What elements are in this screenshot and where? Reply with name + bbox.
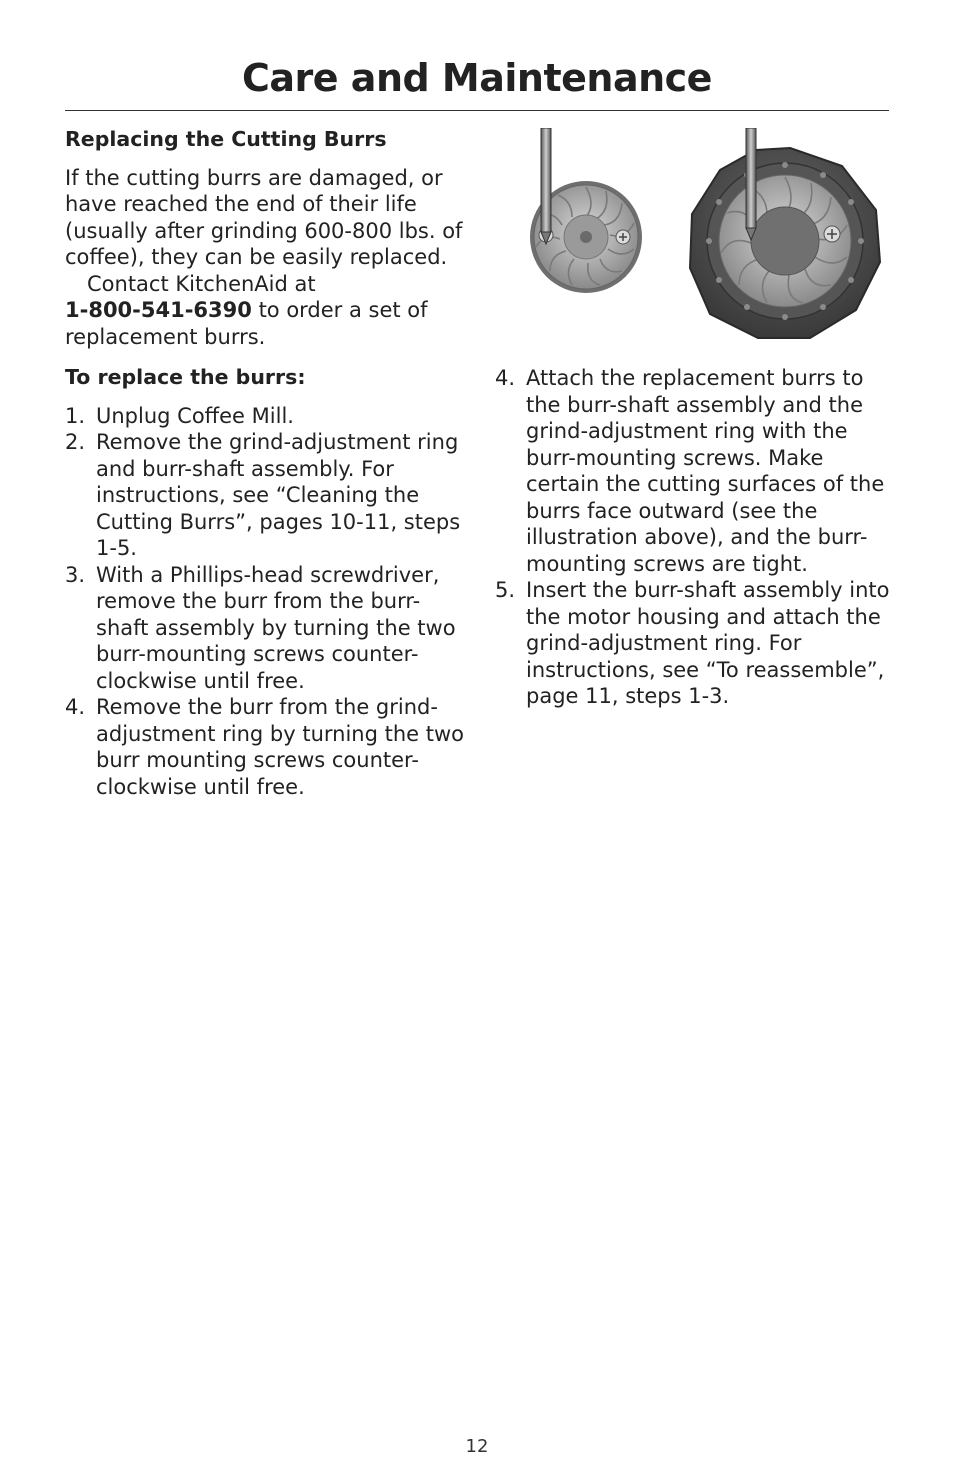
step-text: Remove the grind-adjustment ring and burr-shaft assembly. For instructions, see “Cleaning the Cutting Burrs”, pages 10-11, steps 1-5.	[96, 430, 461, 560]
contact-paragraph	[65, 271, 465, 351]
step-text: Insert the burr-shaft assembly into the motor housing and attach the grind-adjustment ring. For instructions, see “To reassemble”, page 11, steps 1-3.	[526, 578, 890, 708]
intro-paragraph: If the cutting burrs are damaged, or have reached the end of their life (usually after grinding 600-800 lbs. of coffee), they can be easily replaced.	[65, 165, 463, 269]
contact-suffix: to order a set of replacement burrs.	[65, 298, 428, 349]
grind-adjustment-ring-icon	[690, 148, 880, 338]
procedure-heading: To replace the burrs:	[65, 365, 306, 389]
left-column	[65, 126, 465, 800]
list-item	[65, 429, 465, 562]
step-text: With a Phillips-head screwdriver, remove the burr from the burr-shaft assembly by turning the two burr-mounting screws counter-clockwise until free.	[96, 562, 456, 693]
step-text: Attach the replacement burrs to the burr-shaft assembly and the grind-adjustment ring with the burr-mounting screws. Make certain the cutting surfaces of the burrs face outward (see the illustration above), and the burr-mounting screws are tight.	[526, 366, 885, 576]
phone-number: 1-800-541-6390	[65, 298, 252, 322]
list-item	[65, 562, 465, 695]
contact-prefix: Contact KitchenAid at	[87, 271, 316, 296]
steps-list-continued	[495, 365, 890, 710]
step-number: 2.	[65, 430, 86, 454]
right-column	[495, 365, 890, 710]
page-number: 12	[465, 1436, 489, 1457]
screwdriver-icon	[746, 128, 756, 240]
step-number: 3.	[65, 562, 86, 587]
screwdriver-icon	[541, 128, 551, 244]
step-number: 5.	[495, 578, 516, 602]
step-text: Unplug Coffee Mill.	[96, 403, 294, 428]
list-item	[65, 694, 465, 800]
list-item	[495, 577, 890, 710]
title-divider	[65, 110, 889, 111]
step-number: 4.	[495, 366, 516, 390]
section-heading: Replacing the Cutting Burrs	[65, 127, 387, 151]
list-item	[65, 403, 465, 430]
step-text: Remove the burr from the grind-adjustment ring by turning the two burr mounting screws counter-clockwise until free.	[96, 695, 464, 799]
list-item	[495, 365, 890, 577]
step-number: 4.	[65, 695, 86, 719]
burr-replacement-illustration	[520, 128, 890, 342]
step-number: 1.	[65, 403, 86, 428]
steps-list	[65, 403, 465, 801]
page-title: Care and Maintenance	[242, 56, 712, 100]
